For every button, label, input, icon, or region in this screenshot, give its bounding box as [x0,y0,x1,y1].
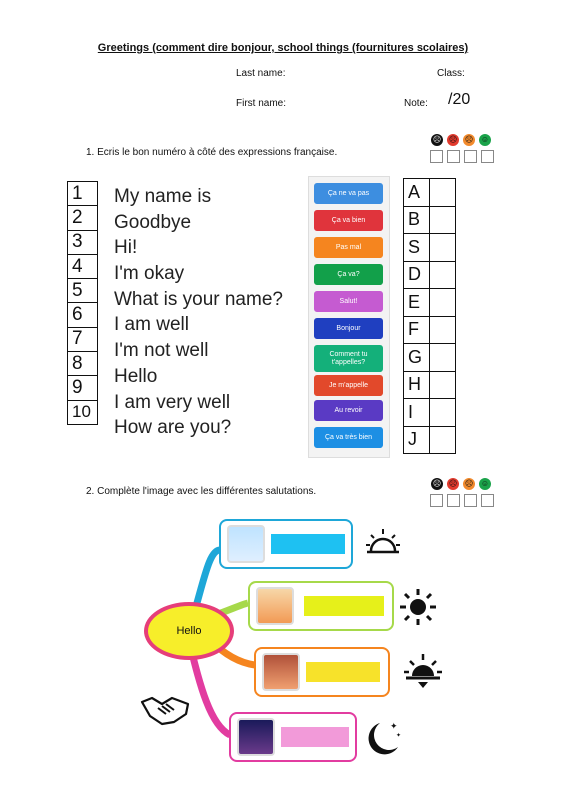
english-phrase: What is your name? [114,288,283,310]
answer-cell[interactable] [430,426,456,454]
number-cell: 9 [68,376,98,400]
sad-face-icon: ☹ [448,135,458,144]
hello-node: Hello [144,602,234,660]
english-phrase: My name is [114,186,212,207]
rating-faces-2 [431,478,491,490]
answer-cell[interactable] [430,289,456,317]
handshake-icon [140,692,190,728]
exercise2-instruction: 2. Complète l'image avec les différentes salutations. [86,486,317,497]
english-phrases [114,184,283,441]
number-cell: 2 [68,206,98,230]
english-phrase: I'm okay [114,263,185,285]
exercise1-instruction: 1. Ecris le bon numéro à côté des expressions française. [86,147,338,158]
number-cell: 10 [68,400,98,424]
number-cell: 3 [68,230,98,254]
branch-morning [219,519,353,569]
svg-text:✦: ✦ [396,732,402,739]
english-phrase: I am very well [114,391,231,413]
english-phrase: I am well [114,314,189,336]
english-phrase: How are you? [114,417,232,439]
answer-cell[interactable] [430,344,456,372]
rating-checkbox[interactable] [447,494,460,507]
rating-boxes-1 [430,150,494,163]
moon-icon [360,717,404,759]
window-night-icon [237,718,275,756]
answer-cell[interactable] [430,234,456,262]
rating-checkbox[interactable] [464,494,477,507]
rating-checkbox[interactable] [430,494,443,507]
last-name-label: Last name: [236,68,286,79]
branch-evening [254,647,390,697]
letter-cell: A [404,179,430,207]
window-sunset-icon [262,653,300,691]
svg-text:✦: ✦ [390,722,398,732]
answer-cell[interactable] [430,179,456,207]
very-sad-face-icon: ☹ [432,479,442,488]
french-pill: Salut! [314,291,383,312]
french-pill: Comment tu t'appelles? [314,345,383,372]
answer-cell[interactable] [430,206,456,234]
answer-cell[interactable] [430,261,456,289]
sun-icon [398,587,438,627]
number-cell: 5 [68,279,98,303]
answer-box[interactable] [281,727,349,747]
english-phrase: Hello [114,365,158,387]
sunset-icon [402,652,444,692]
number-cell: 4 [68,254,98,278]
happy-face-icon: ☺ [480,479,490,488]
french-pill: Je m'appelle [314,375,383,396]
window-sun-icon [256,587,294,625]
letter-cell: B [404,206,430,234]
letter-cell: H [404,371,430,399]
number-cell: 8 [68,352,98,376]
french-pill: Ça va? [314,264,383,285]
answer-cell[interactable] [430,371,456,399]
rating-checkbox[interactable] [447,150,460,163]
answer-cell[interactable] [430,399,456,427]
english-phrase: Hi! [114,237,138,259]
answer-box[interactable] [271,534,345,554]
english-phrase: I'm not well [114,340,209,362]
score: /20 [448,91,471,108]
very-sad-face-icon: ☹ [432,135,442,144]
worksheet-title: Greetings (comment dire bonjour, school things (fournitures scolaires) [97,42,469,54]
rating-boxes-2 [430,494,494,507]
first-name-label: First name: [236,98,287,109]
french-pill: Bonjour [314,318,383,339]
window-day-icon [227,525,265,563]
rating-checkbox[interactable] [481,494,494,507]
happy-face-icon: ☺ [480,135,490,144]
neutral-face-icon: ☹ [464,135,474,144]
letters-table [403,178,456,454]
letter-cell: S [404,234,430,262]
letter-cell: J [404,426,430,454]
note-label: Note: [404,98,428,109]
french-pill: Pas mal [314,237,383,258]
french-pill: Ça ne va pas [314,183,383,204]
letter-cell: I [404,399,430,427]
sad-face-icon: ☹ [448,479,458,488]
branch-night [229,712,357,762]
sunrise-icon [365,527,401,555]
rating-checkbox[interactable] [464,150,477,163]
answer-cell[interactable] [430,316,456,344]
number-cell: 6 [68,303,98,327]
branch-afternoon [248,581,394,631]
french-expressions-panel [308,176,390,458]
neutral-face-icon: ☹ [464,479,474,488]
french-pill: Ça va bien [314,210,383,231]
letter-cell: E [404,289,430,317]
letter-cell: F [404,316,430,344]
number-cell: 7 [68,327,98,351]
class-label: Class: [437,68,465,79]
rating-checkbox[interactable] [430,150,443,163]
french-pill: Ça va très bien [314,427,383,448]
rating-checkbox[interactable] [481,150,494,163]
numbers-table [67,181,98,425]
rating-faces-1 [431,134,491,146]
number-cell: 1 [68,182,98,206]
answer-box[interactable] [306,662,380,682]
french-pill: Au revoir [314,400,383,421]
letter-cell: G [404,344,430,372]
letter-cell: D [404,261,430,289]
answer-box[interactable] [304,596,384,616]
english-phrase: Goodbye [114,211,192,233]
